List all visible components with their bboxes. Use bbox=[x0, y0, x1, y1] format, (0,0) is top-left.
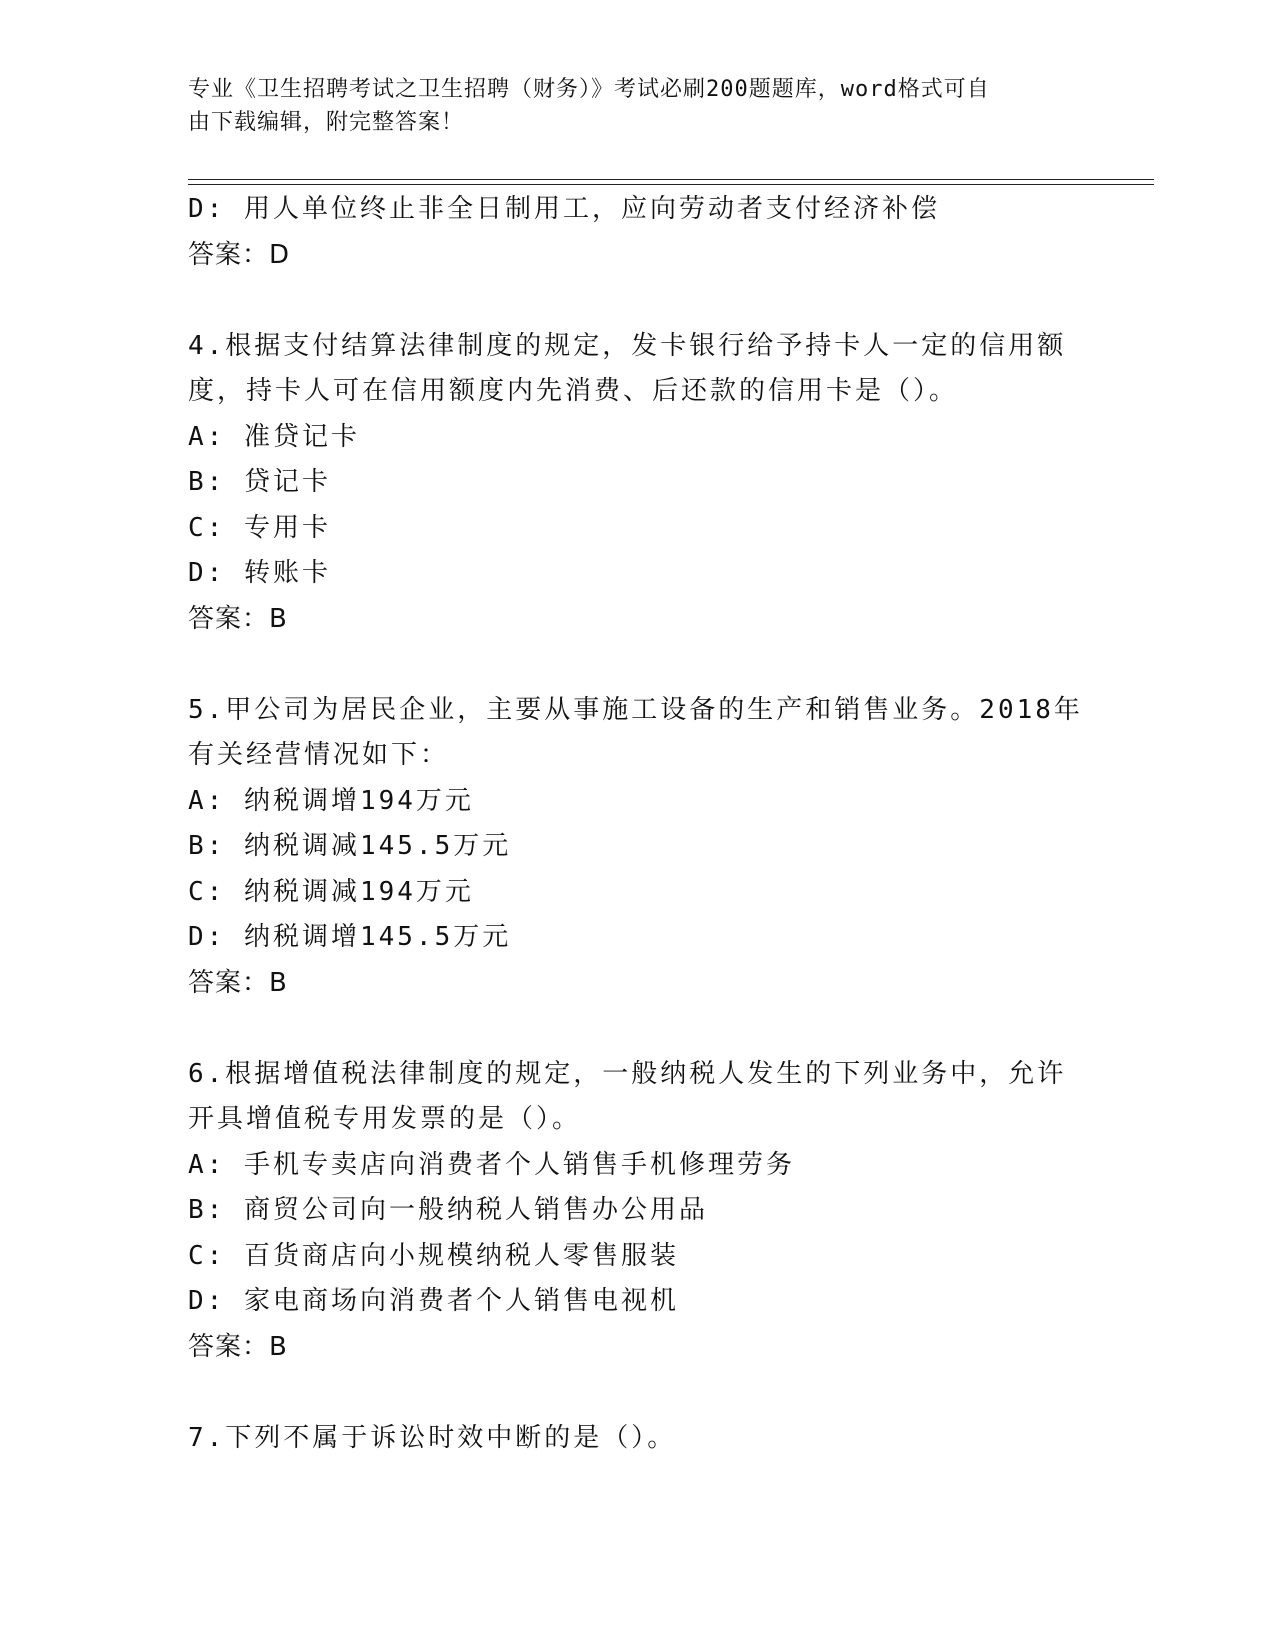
option-c: C: 专用卡 bbox=[188, 512, 331, 543]
question-list bbox=[188, 187, 1088, 1461]
document-header bbox=[188, 73, 1068, 139]
option-c: C: 百货商店向小规模纳税人零售服装 bbox=[188, 1240, 679, 1271]
question-text: 5.甲公司为居民企业，主要从事施工设备的生产和销售业务。2018年 bbox=[188, 694, 1083, 725]
header-line-2: 由下载编辑，附完整答案！ bbox=[188, 110, 465, 135]
option-a: A: 纳税调增194万元 bbox=[188, 785, 474, 816]
question-text: 4.根据支付结算法律制度的规定，发卡银行给予持卡人一定的信用额 bbox=[188, 330, 1067, 361]
question-6 bbox=[188, 1052, 1088, 1371]
question-7 bbox=[188, 1416, 1088, 1462]
option-b: B: 贷记卡 bbox=[188, 467, 331, 497]
question-text: 7.下列不属于诉讼时效中断的是（）。 bbox=[188, 1422, 677, 1453]
question-5 bbox=[188, 688, 1088, 1007]
question-text: 6.根据增值税法律制度的规定，一般纳税人发生的下列业务中，允许 bbox=[188, 1058, 1067, 1089]
option-d: D: 家电商场向消费者个人销售电视机 bbox=[188, 1286, 679, 1316]
question-text-cont: 开具增值税专用发票的是（）。 bbox=[188, 1104, 582, 1134]
option-a: A: 准贷记卡 bbox=[188, 421, 360, 452]
question-text-cont: 度，持卡人可在信用额度内先消费、后还款的信用卡是（）。 bbox=[188, 376, 959, 406]
question-4 bbox=[188, 324, 1088, 643]
option-d: D: 纳税调增145.5万元 bbox=[188, 922, 512, 952]
header-line-1: 专业《卫生招聘考试之卫生招聘（财务）》考试必刷200题题库，word格式可自 bbox=[188, 77, 990, 102]
question-text-cont: 有关经营情况如下： bbox=[188, 740, 450, 770]
option-d: D: 用人单位终止非全日制用工，应向劳动者支付经济补偿 bbox=[188, 194, 940, 224]
answer: 答案：D bbox=[188, 239, 291, 270]
header-divider-bottom bbox=[188, 184, 1154, 185]
answer: 答案：B bbox=[188, 603, 288, 634]
answer: 答案：B bbox=[188, 1331, 288, 1362]
option-b: B: 纳税调减145.5万元 bbox=[188, 831, 512, 861]
header-divider-top bbox=[188, 179, 1154, 180]
option-d: D: 转账卡 bbox=[188, 558, 331, 588]
option-b: B: 商贸公司向一般纳税人销售办公用品 bbox=[188, 1195, 708, 1225]
answer: 答案：B bbox=[188, 967, 288, 998]
option-a: A: 手机专卖店向消费者个人销售手机修理劳务 bbox=[188, 1149, 795, 1180]
option-c: C: 纳税调减194万元 bbox=[188, 876, 474, 907]
